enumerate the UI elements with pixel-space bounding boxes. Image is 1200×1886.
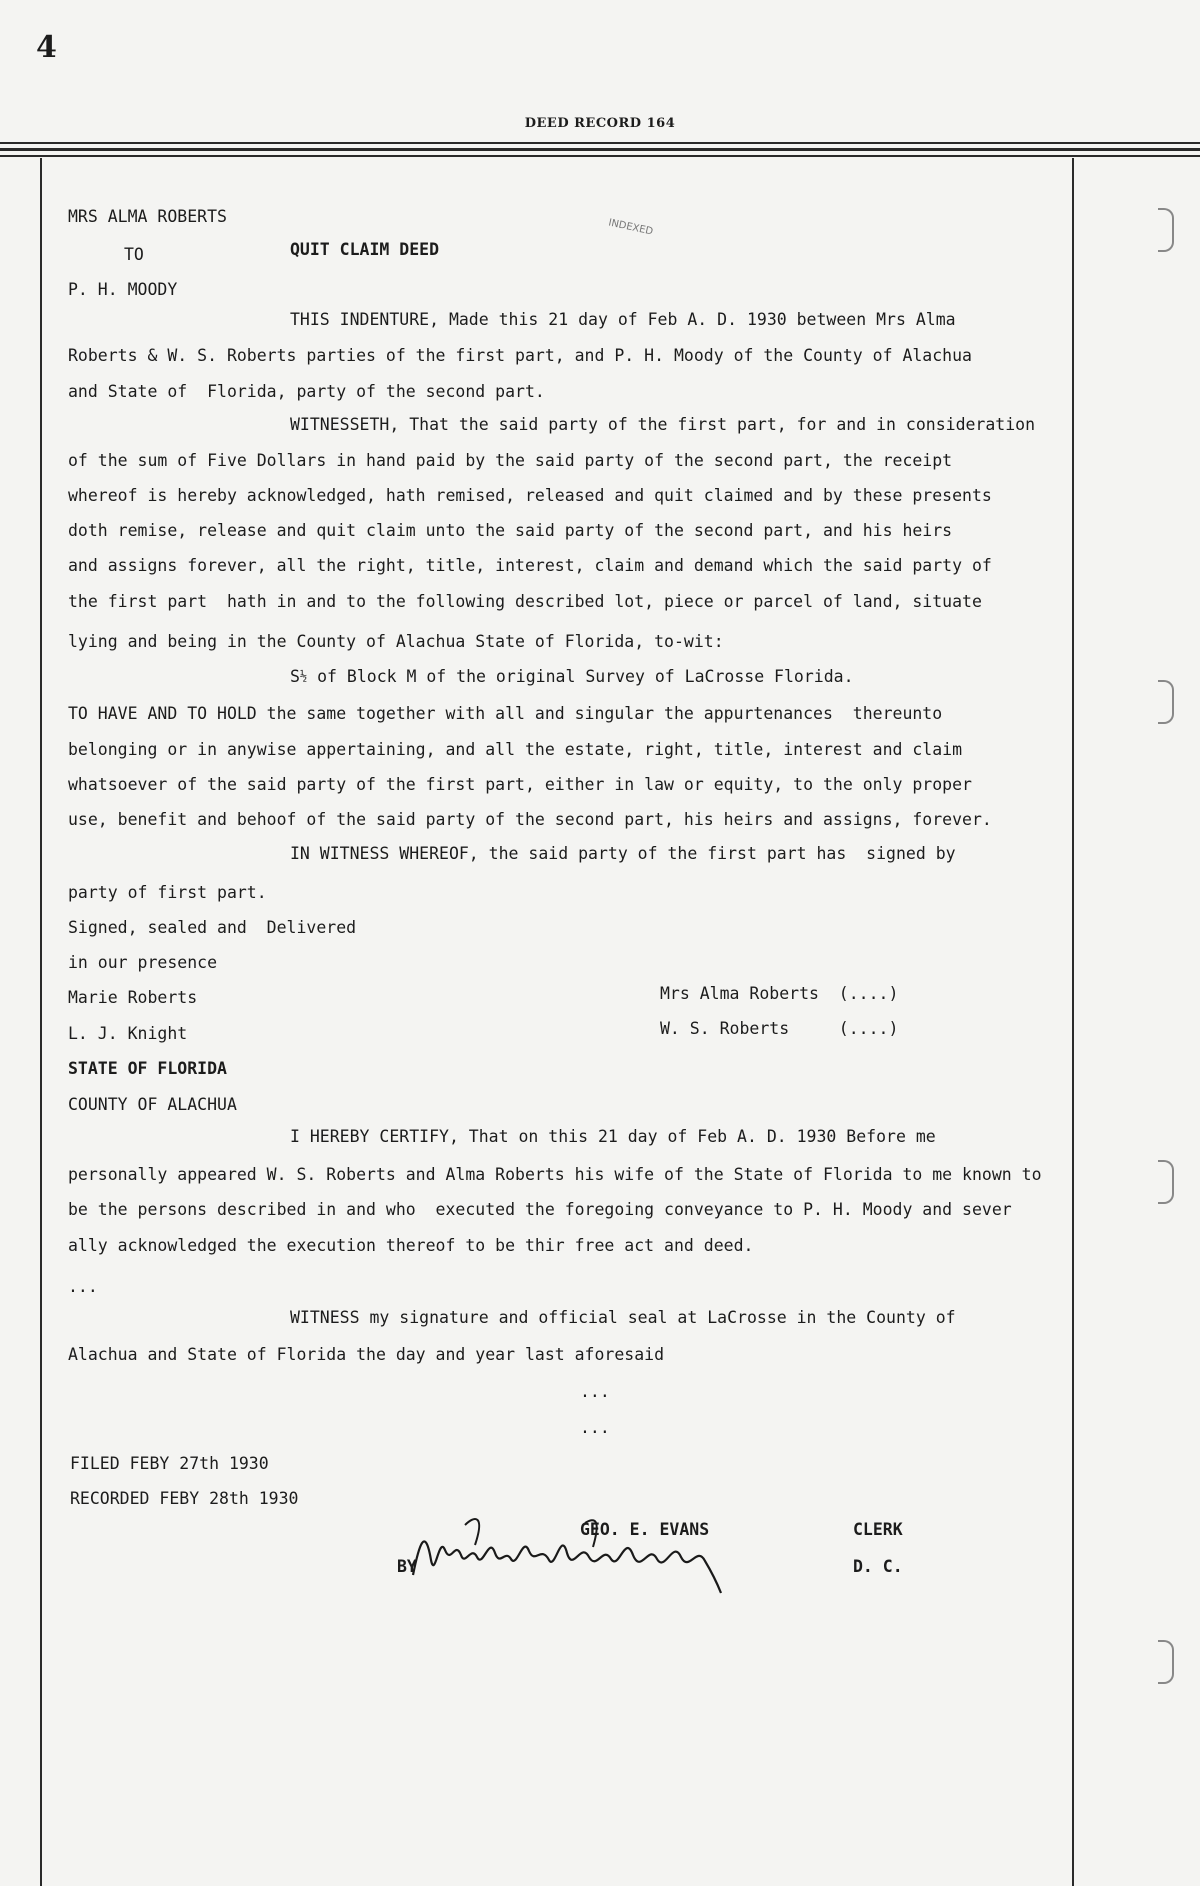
text-line: whatsoever of the said party of the first part, either in law or equity, to the only proper — [68, 775, 972, 794]
text-line: and assigns forever, all the right, title, interest, claim and demand which the said party of — [68, 556, 992, 575]
text-line: COUNTY OF ALACHUA — [68, 1095, 237, 1114]
text-line: the first part hath in and to the following described lot, piece or parcel of land, situate — [68, 592, 982, 611]
text-line: D. C. — [853, 1557, 903, 1576]
text-line: doth remise, release and quit claim unto the said party of the second part, and his heirs — [68, 521, 953, 540]
text-line: IN WITNESS WHEREOF, the said party of the first part has signed by — [290, 844, 956, 863]
handwritten-signature — [405, 1505, 745, 1595]
text-line: TO HAVE AND TO HOLD the same together with all and singular the appurtenances thereunto — [68, 704, 943, 723]
text-line: P. H. MOODY — [68, 280, 178, 299]
text-line: Mrs Alma Roberts (....) — [660, 984, 899, 1003]
property-description-line — [290, 666, 854, 687]
text-line: GEO. E. EVANS — [580, 1520, 710, 1539]
text-line: QUIT CLAIM DEED — [290, 240, 440, 259]
header-rule-middle — [0, 148, 1200, 151]
indexed-stamp: INDEXED — [607, 217, 654, 238]
left-margin-line — [40, 158, 42, 1886]
text-line: FILED FEBY 27th 1930 — [70, 1454, 269, 1473]
page-header: DEED RECORD 164 — [524, 116, 676, 131]
text-line: WITNESSETH, That the said party of the first part, for and in consideration — [290, 415, 1036, 434]
text-line: ... — [580, 1382, 610, 1401]
binding-mark — [1158, 680, 1174, 724]
text-line: Alachua and State of Florida the day and year last aforesaid — [68, 1345, 665, 1364]
header-rule-top — [0, 142, 1200, 144]
text-line: BY — [397, 1557, 417, 1576]
text-line: personally appeared W. S. Roberts and Alma Roberts his wife of the State of Florida to me known to — [68, 1165, 1042, 1184]
text-line: ally acknowledged the execution thereof to be thir free act and deed. — [68, 1236, 754, 1255]
text-line: MRS ALMA ROBERTS — [68, 207, 227, 226]
property-description: of Block M of the original Survey of LaCrosse Florida. — [307, 667, 854, 686]
text-line: Marie Roberts — [68, 988, 198, 1007]
binding-mark — [1158, 208, 1174, 252]
text-line: of the sum of Five Dollars in hand paid by the said party of the second part, the receipt — [68, 451, 953, 470]
text-line: Signed, sealed and Delivered — [68, 918, 357, 937]
text-line: and State of Florida, party of the second part. — [68, 382, 545, 401]
property-prefix: S — [290, 667, 300, 686]
text-line: whereof is hereby acknowledged, hath remised, released and quit claimed and by these presents — [68, 486, 992, 505]
text-line: Roberts & W. S. Roberts parties of the first part, and P. H. Moody of the County of Alachua — [68, 346, 972, 365]
text-line: party of first part. — [68, 883, 267, 902]
text-line: lying and being in the County of Alachua State of Florida, to-wit: — [68, 632, 724, 651]
text-line: belonging or in anywise appertaining, and all the estate, right, title, interest and claim — [68, 740, 963, 759]
text-line: in our presence — [68, 953, 218, 972]
text-line: THIS INDENTURE, Made this 21 day of Feb A. D. 1930 between Mrs Alma — [290, 310, 956, 329]
text-line: ... — [68, 1277, 98, 1296]
text-line: WITNESS my signature and official seal at LaCrosse in the County of — [290, 1308, 956, 1327]
page-number: 4 — [36, 30, 57, 65]
header-rule-bottom — [0, 155, 1200, 157]
text-line: L. J. Knight — [68, 1024, 188, 1043]
text-line: use, benefit and behoof of the said party of the second part, his heirs and assigns, forever. — [68, 810, 992, 829]
text-line: TO — [124, 245, 144, 264]
text-line: STATE OF FLORIDA — [68, 1059, 227, 1078]
binding-mark — [1158, 1160, 1174, 1204]
text-line: be the persons described in and who executed the foregoing conveyance to P. H. Moody and sever — [68, 1200, 1012, 1219]
text-line: I HEREBY CERTIFY, That on this 21 day of Feb A. D. 1930 Before me — [290, 1127, 936, 1146]
binding-mark — [1158, 1640, 1174, 1684]
text-line: ... — [580, 1418, 610, 1437]
text-line: W. S. Roberts (....) — [660, 1019, 899, 1038]
text-line: RECORDED FEBY 28th 1930 — [70, 1489, 299, 1508]
property-fraction: ½ — [299, 669, 308, 683]
right-margin-line — [1072, 158, 1074, 1886]
text-line: CLERK — [853, 1520, 903, 1539]
